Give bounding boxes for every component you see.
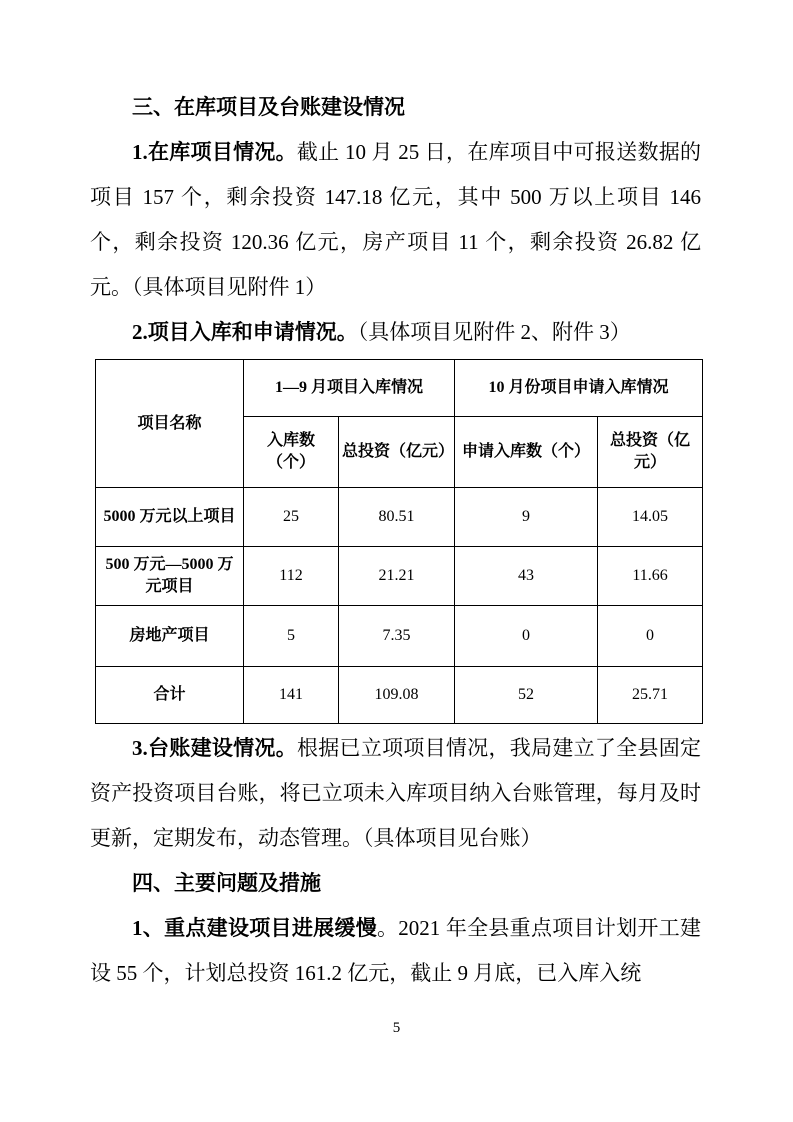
table-cell: 14.05 xyxy=(598,488,703,547)
table-cell: 9 xyxy=(455,488,598,547)
table-row-label: 5000 万元以上项目 xyxy=(96,488,244,547)
table-cell: 141 xyxy=(244,667,339,724)
table-cell: 109.08 xyxy=(339,667,455,724)
table-subheader-entered-count: 入库数（个） xyxy=(244,417,339,488)
table-cell: 25.71 xyxy=(598,667,703,724)
paragraph-table-intro xyxy=(90,310,701,355)
table-cell: 7.35 xyxy=(339,606,455,667)
paragraph-lead: 1.在库项目情况。 xyxy=(132,140,297,164)
table-cell: 43 xyxy=(455,547,598,606)
page-number: 5 xyxy=(392,1020,401,1036)
section-heading-4: 四、主要问题及措施 xyxy=(132,871,321,895)
table-cell: 11.66 xyxy=(598,547,703,606)
paragraph-in-store-projects xyxy=(90,130,701,310)
paragraph-body: 。2021 年全县重点项目计划开工建设 55 个，计划总投资 161.2 亿元，截止 9 月底，已入库入统 xyxy=(90,916,702,985)
table-cell: 52 xyxy=(455,667,598,724)
table-header-group-october: 10 月份项目申请入库情况 xyxy=(455,360,703,417)
table-cell: 0 xyxy=(455,606,598,667)
paragraph-lead: 2.项目入库和申请情况。 xyxy=(132,320,358,344)
section-heading-3: 三、在库项目及台账建设情况 xyxy=(132,95,405,119)
table-cell: 0 xyxy=(598,606,703,667)
table-subheader-total-investment-2: 总投资（亿元） xyxy=(598,417,703,488)
project-entry-table xyxy=(95,359,703,724)
table-subheader-applied-count: 申请入库数（个） xyxy=(455,417,598,488)
table-row xyxy=(96,606,703,667)
paragraph-key-projects-slow xyxy=(90,906,701,996)
table-header-group-jan-sep: 1—9 月项目入库情况 xyxy=(244,360,455,417)
paragraph-lead: 1、重点建设项目进展缓慢 xyxy=(132,916,377,940)
table-row-label: 房地产项目 xyxy=(96,606,244,667)
paragraph-body: 截止 10 月 25 日，在库项目中可报送数据的项目 157 个，剩余投资 147.18 亿元，其中 500 万以上项目 146 个，剩余投资 120.36 亿元，房产项目 11 个，剩余投资 26.82 亿元。（具体项目见附件 1） xyxy=(90,140,702,299)
table-row xyxy=(96,547,703,606)
table-cell: 5 xyxy=(244,606,339,667)
table-cell: 80.51 xyxy=(339,488,455,547)
paragraph-lead: 3.台账建设情况。 xyxy=(132,736,297,760)
table-row-label: 500 万元—5000 万元项目 xyxy=(96,547,244,606)
table-cell: 21.21 xyxy=(339,547,455,606)
table-row-label: 合计 xyxy=(96,667,244,724)
table-row xyxy=(96,488,703,547)
table-row-total xyxy=(96,667,703,724)
table-subheader-total-investment-1: 总投资（亿元） xyxy=(339,417,455,488)
table-cell: 25 xyxy=(244,488,339,547)
paragraph-body: （具体项目见附件 2、附件 3） xyxy=(357,320,631,344)
paragraph-ledger-construction xyxy=(90,726,701,861)
table-header-project-name: 项目名称 xyxy=(96,360,244,488)
table-cell: 112 xyxy=(244,547,339,606)
paragraph-body: 根据已立项项目情况，我局建立了全县固定资产投资项目台账，将已立项未入库项目纳入台账管理，每月及时更新，定期发布，动态管理。（具体项目见台账） xyxy=(90,736,702,850)
